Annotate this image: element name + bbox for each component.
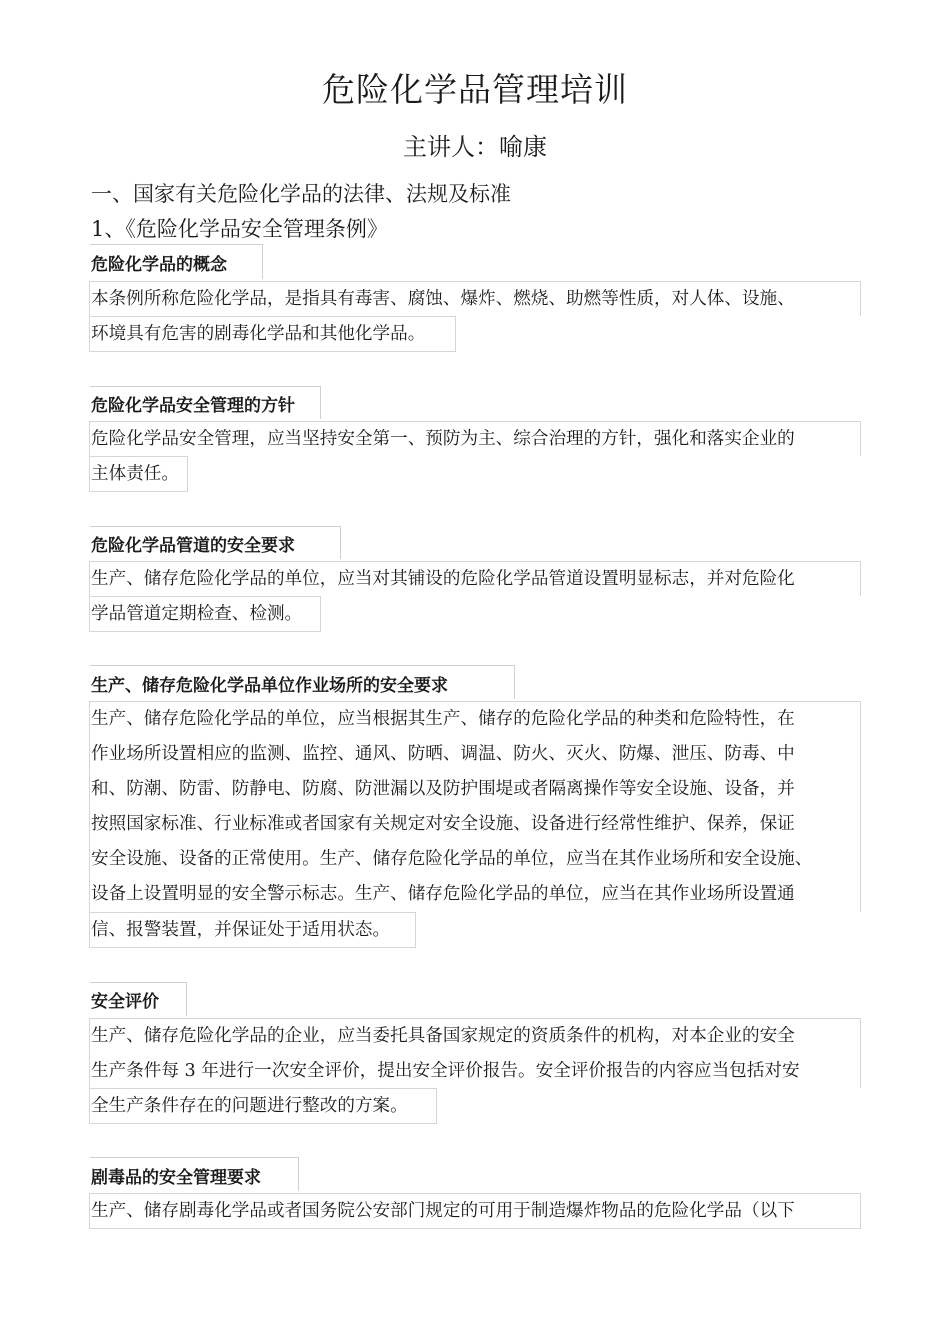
paragraph-line: 设备上设置明显的安全警示标志。生产、储存危险化学品的单位，应当在其作业场所设置通 — [91, 884, 795, 904]
paragraph-line: 和、防潮、防雷、防静电、防腐、防泄漏以及防护围堤或者隔离操作等安全设施、设备，并 — [91, 779, 795, 799]
paragraph-line: 危险化学品安全管理，应当坚持安全第一、预防为主、综合治理的方针，强化和落实企业的 — [91, 429, 795, 449]
page-title: 危险化学品管理培训 — [322, 70, 628, 109]
paragraph-line: 本条例所称危险化学品，是指具有毒害、腐蚀、爆炸、燃烧、助燃等性质，对人体、设施、 — [91, 289, 795, 309]
paragraph-line: 学品管道定期检查、检测。 — [91, 604, 303, 624]
paragraph-line: 生产、储存危险化学品的企业，应当委托具备国家规定的资质条件的机构，对本企业的安全 — [91, 1026, 795, 1046]
section-title: 危险化学品安全管理的方针 — [91, 396, 295, 416]
section-title: 危险化学品管道的安全要求 — [91, 536, 295, 556]
paragraph-line: 安全设施、设备的正常使用。生产、储存危险化学品的单位，应当在其作业场所和安全设施、 — [91, 849, 813, 869]
paragraph-line: 全生产条件存在的问题进行整改的方案。 — [91, 1096, 408, 1116]
paragraph-line: 主体责任。 — [91, 464, 179, 484]
paragraph-line: 环境具有危害的剧毒化学品和其他化学品。 — [91, 324, 426, 344]
paragraph-line: 生产条件每 3 年进行一次安全评价，提出安全评价报告。安全评价报告的内容应当包括对安 — [91, 1061, 800, 1081]
paragraph-line: 生产、储存危险化学品的单位，应当对其铺设的危险化学品管道设置明显标志，并对危险化 — [91, 569, 795, 589]
paragraph-line: 按照国家标准、行业标准或者国家有关规定对安全设施、设备进行经常性维护、保养，保证 — [91, 814, 795, 834]
paragraph-line: 信、报警装置，并保证处于适用状态。 — [91, 920, 391, 940]
paragraph-line: 作业场所设置相应的监测、监控、通风、防晒、调温、防火、灭火、防爆、泄压、防毒、中 — [91, 744, 795, 764]
section-title: 生产、储存危险化学品单位作业场所的安全要求 — [91, 676, 448, 696]
paragraph-line: 生产、储存危险化学品的单位，应当根据其生产、储存的危险化学品的种类和危险特性，在 — [91, 709, 795, 729]
section-title: 安全评价 — [91, 992, 159, 1012]
paragraph-line: 生产、储存剧毒化学品或者国务院公安部门规定的可用于制造爆炸物品的危险化学品（以下 — [91, 1201, 795, 1221]
subsection-heading: 1、《危险化学品安全管理条例》 — [91, 217, 388, 241]
section-title: 危险化学品的概念 — [91, 255, 227, 275]
section-title: 剧毒品的安全管理要求 — [91, 1168, 261, 1188]
speaker-line: 主讲人：喻康 — [403, 133, 547, 161]
section-heading: 一、国家有关危险化学品的法律、法规及标准 — [91, 182, 511, 206]
